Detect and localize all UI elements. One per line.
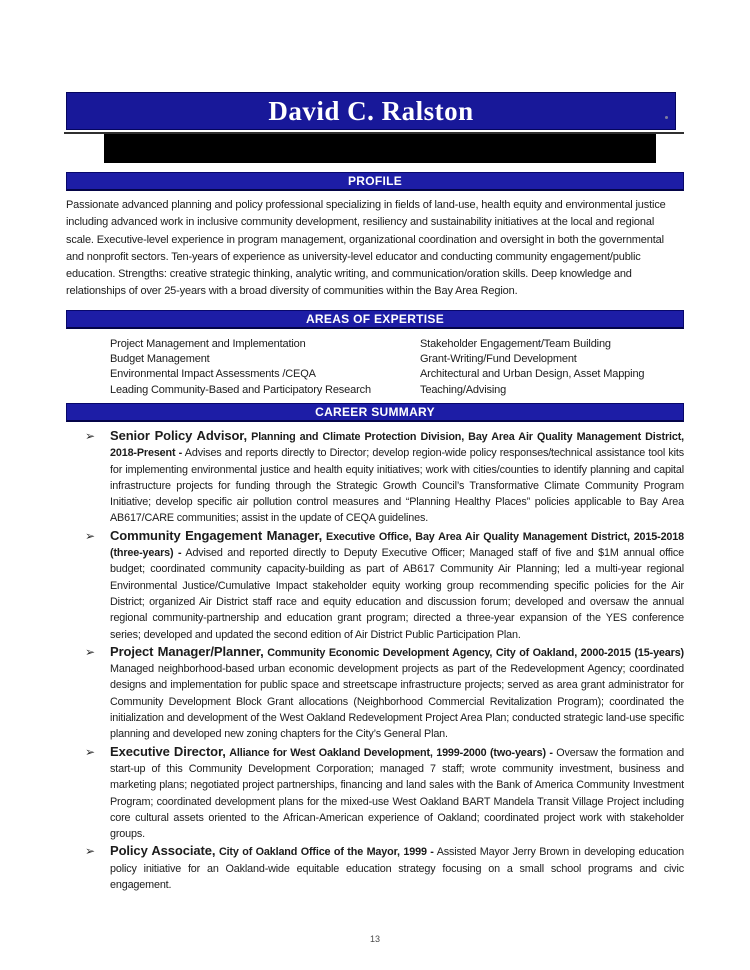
expertise-item: Architectural and Urban Design, Asset Mapping — [420, 368, 645, 381]
job-title: Project Manager/Planner, — [110, 643, 264, 659]
expertise-item: Leading Community-Based and Participatory Research — [110, 383, 371, 396]
section-title-expertise: AREAS OF EXPERTISE — [305, 312, 445, 326]
job-entry — [66, 528, 684, 643]
job-org-dates: Community Economic Development Agency, City of Oakland, 2000-2015 (15-years) — [267, 646, 684, 659]
job-paragraph — [110, 744, 684, 843]
section-header-career — [66, 403, 684, 422]
expertise-item: Environmental Impact Assessments /CEQA — [110, 368, 316, 381]
expertise-column-left — [110, 337, 420, 398]
redacted-contact-bar — [104, 134, 656, 163]
job-org-dates: Executive Office, Bay Area Air Quality Management District, 2015-2018 (three-years) - — [110, 530, 684, 560]
job-paragraph — [110, 843, 684, 893]
arrow-bullet-icon: ➢ — [85, 528, 96, 543]
job-description: Assisted Mayor Jerry Brown in developing education policy initiative for an Oakland-wide equitable education strategy focusing on a small school programs and civic engagement. — [110, 846, 684, 892]
arrow-bullet-icon: ➢ — [85, 644, 96, 659]
job-entry — [66, 644, 684, 743]
job-paragraph — [110, 428, 684, 527]
job-description: Managed neighborhood-based urban economic development projects as part of the Redevelopment Agency; coordinated designs and implementation for public space and streetscape infrastructure projects; served as area grant administrator for Community Development Block Grant allocations (Neighborhood Commercial Revitalization Program); coordinated the initialization and development of the West Oakland Redevelopment Project Area Plan; conducted strategic land-use specific planning and developed new zoning chapters for the City’s General Plan. — [110, 663, 684, 741]
expertise-item: Budget Management — [110, 353, 210, 366]
job-title: Policy Associate, — [110, 843, 216, 859]
arrow-bullet-icon: ➢ — [85, 744, 96, 759]
section-title-profile: PROFILE — [347, 174, 403, 188]
job-entry — [66, 744, 684, 843]
expertise-columns — [66, 337, 684, 398]
section-header-expertise — [66, 310, 684, 329]
career-list — [66, 428, 684, 894]
job-description: Advised and reported directly to Deputy Executive Officer; Managed staff of five and $1M annual office budget; coordinated community capacity-building as part of AB617 Community Air Planning; led a multi-year regional Environmental Justice/Cumulative Impact stakeholder equity working group recommending specific policies for the Air District; organized Air District staff race and equity education and discussion forum; developed and oversaw the annual regional community-partnership and education grant program; directed a three-year expansion of the YES conference series; developed and updated the second edition of Air District Public Participation Plan. — [110, 547, 684, 641]
section-header-profile — [66, 172, 684, 191]
name-banner — [66, 92, 676, 130]
page-number: 13 — [369, 934, 380, 944]
expertise-item: Project Management and Implementation — [110, 338, 306, 350]
arrow-bullet-icon: ➢ — [85, 844, 96, 859]
job-title: Community Engagement Manager, — [110, 527, 323, 543]
job-title: Executive Director, — [110, 743, 226, 759]
job-org-dates: City of Oakland Office of the Mayor, 1999 - — [218, 846, 434, 859]
profile-paragraph: Passionate advanced planning and policy professional specializing in fields of land-use, health equity and environmental justice including advanced work in inclusive community development, resiliency and sustainability initiatives at the local and regional scale. Executive-level experience in program management, organizational coordination and oversight in both the governmental and nonprofit sectors. Ten-years of experience as university-level educator and conducting community engagement/public education. Strengths: creative strategic thinking, analytic writing, and communication/oration skills. Deep knowledge and relationships of over 25-years with a broad diversity of communities within the Bay Area Region. — [66, 199, 666, 298]
job-org-dates: Alliance for West Oakland Development, 1999-2000 (two-years) - — [229, 746, 553, 759]
person-name: David C. Ralston — [268, 95, 474, 126]
job-org-dates: Planning and Climate Protection Division, Bay Area Air Quality Management District, 2018-Present - — [110, 431, 684, 460]
expertise-item: Teaching/Advising — [420, 383, 507, 396]
expertise-item: Stakeholder Engagement/Team Building — [420, 338, 611, 350]
scan-artifact-dot — [665, 116, 668, 119]
job-description: Advises and reports directly to Director; develop region-wide policy responses/technical assistance tool kits for implementing environmental justice and health equity initiatives; work with cities/counties to identify planning and capital infrastructure projects for funding through the Strategic Growth Council’s Transformative Climate Community Program Initiative; develop specific air pollution control measures and “Planning Healthy Places” policies applicable to Bay Area AB617/CARE communities; assist in the update of CEQA guidelines. — [110, 447, 684, 525]
expertise-column-right — [420, 337, 680, 398]
job-title: Senior Policy Advisor, — [110, 428, 248, 443]
expertise-item: Grant-Writing/Fund Development — [420, 353, 577, 366]
job-description: Oversaw the formation and start-up of this Community Development Corporation; managed 7 staff; wrote community investment, business and marketing plans; negotiated project partnerships, financing and land sales with the Bank of America Community Investment Program; coordinated development plans for the mixed-use West Oakland BART Mandela Transit Village Project including core cultural assets oriented to the African-American experience of Oakland; coordinated project work with stakeholder groups. — [110, 746, 684, 841]
arrow-bullet-icon: ➢ — [85, 429, 96, 443]
job-paragraph — [110, 644, 684, 743]
job-entry — [66, 843, 684, 893]
job-entry — [66, 428, 684, 527]
section-title-career: CAREER SUMMARY — [315, 405, 435, 419]
job-paragraph — [110, 528, 684, 643]
